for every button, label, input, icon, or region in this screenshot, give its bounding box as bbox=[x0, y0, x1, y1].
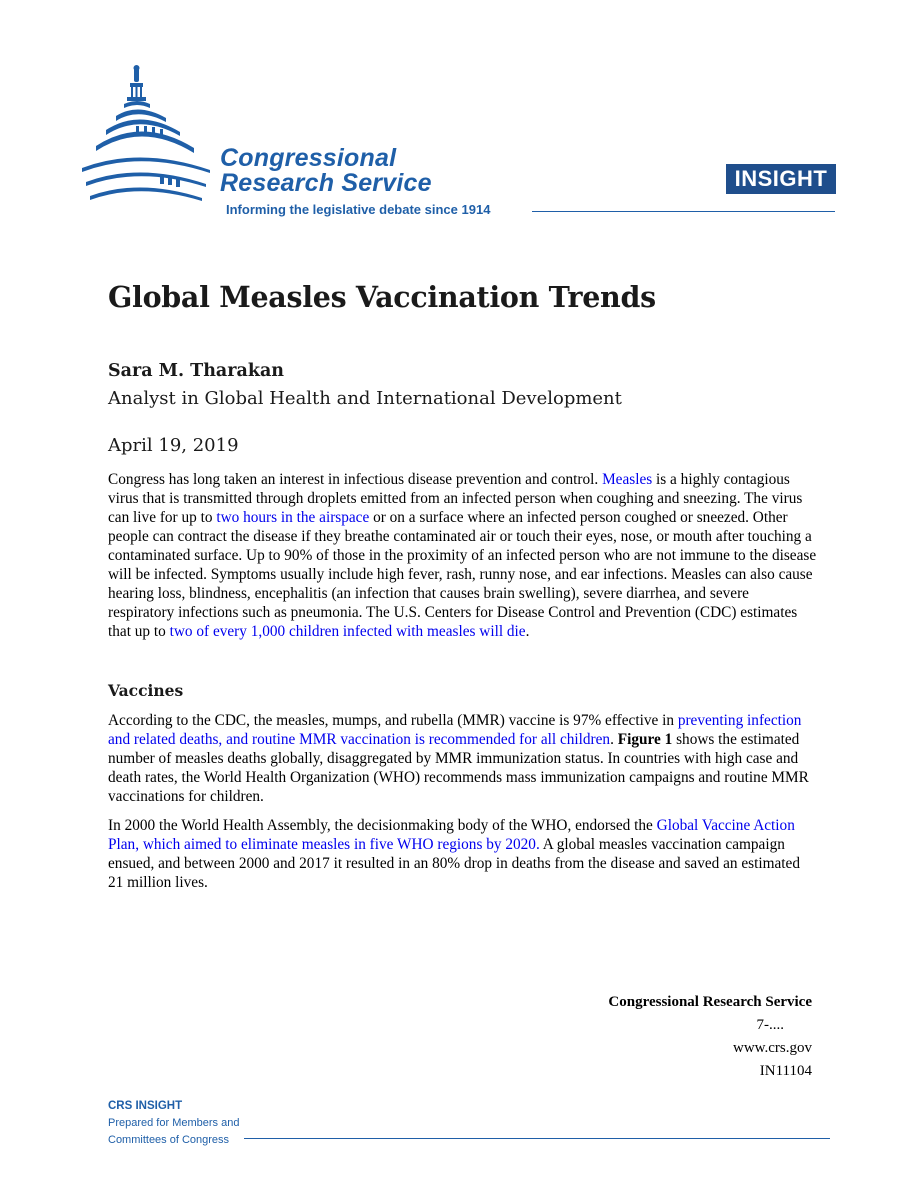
org-name bbox=[220, 146, 432, 196]
footer-org: Congressional Research Service bbox=[608, 994, 812, 1010]
figure-reference: Figure 1 bbox=[617, 731, 673, 748]
org-name-line2: Research Service bbox=[220, 169, 432, 197]
tagline-rule bbox=[532, 211, 835, 212]
report-date: April 19, 2019 bbox=[108, 435, 239, 456]
insight-badge: INSIGHT bbox=[726, 164, 836, 194]
measles-link[interactable]: Measles bbox=[602, 471, 653, 488]
capitol-dome-icon bbox=[80, 64, 220, 216]
section-heading-vaccines: Vaccines bbox=[108, 681, 184, 700]
footer-url: www.crs.gov bbox=[732, 1040, 812, 1056]
author-role: Analyst in Global Health and International Development bbox=[108, 388, 622, 409]
vaccines-p1-text-3: shows the estimated number of measles deaths globally, disaggregated by MMR immunization status. In countries with high case and death rates, the World Health Organization (WHO) recommends mass immunization campaigns and routine MMR vaccinations for children. bbox=[108, 731, 809, 805]
org-name-line1: Congressional bbox=[220, 144, 397, 172]
org-tagline: Informing the legislative debate since 1914 bbox=[226, 202, 491, 217]
page-title: Global Measles Vaccination Trends bbox=[108, 280, 656, 314]
global-vaccine-plan-link[interactable]: Global Vaccine Action Plan, which aimed to eliminate measles in five WHO regions by 2020. bbox=[108, 817, 795, 853]
vaccines-p2-text-2: A global measles vaccination campaign ensued, and between 2000 and 2017 it resulted in an 80% drop in deaths from the disease and saved an estimated 21 million lives. bbox=[108, 836, 800, 891]
vaccines-p1-text-2: . bbox=[610, 731, 618, 748]
vaccines-p1-text-1: According to the CDC, the measles, mumps, and rubella (MMR) vaccine is 97% effective in bbox=[108, 712, 678, 729]
author-name: Sara M. Tharakan bbox=[108, 361, 285, 381]
vaccines-paragraph-1 bbox=[108, 711, 818, 806]
footer-report-id: IN11104 bbox=[759, 1063, 812, 1079]
intro-text-2: is a highly contagious virus that is transmitted through droplets emitted from an infected person when coughing and sneezing. The virus can live for up to bbox=[108, 471, 803, 526]
mmr-recommendation-link[interactable]: preventing infection and related deaths, and routine MMR vaccination is recommended for all children bbox=[108, 712, 802, 748]
intro-paragraph bbox=[108, 470, 818, 641]
intro-text-1: Congress has long taken an interest in infectious disease prevention and control. bbox=[108, 471, 603, 488]
bottom-line-1: Prepared for Members and bbox=[108, 1117, 240, 1129]
bottom-title: CRS INSIGHT bbox=[108, 1100, 183, 1112]
intro-text-4: . bbox=[525, 623, 530, 640]
report-footer bbox=[608, 991, 812, 1083]
vaccines-p2-text-1: In 2000 the World Health Assembly, the decisionmaking body of the WHO, endorsed the bbox=[108, 817, 657, 834]
bottom-line-2: Committees of Congress bbox=[108, 1134, 230, 1146]
footer-code: 7-.... bbox=[756, 1017, 784, 1033]
airspace-link[interactable]: two hours in the airspace bbox=[216, 509, 370, 526]
cdc-mortality-link[interactable]: two of every 1,000 children infected with measles will die bbox=[169, 623, 526, 640]
bottom-rule bbox=[244, 1138, 830, 1139]
crs-insight-footer bbox=[108, 1098, 239, 1149]
vaccines-paragraph-2 bbox=[108, 816, 818, 892]
intro-text-3: or on a surface where an infected person coughed or sneezed. Other people can contract the disease if they breathe contaminated air or touch their eyes, nose, or mouth after touching a contaminated surface. Up to 90% of those in the proximity of an infected person who are not immune to the disease will be infected. Symptoms usually include high fever, rash, runny nose, and ear infections. Measles can also cause hearing loss, blindness, encephalitis (an infection that causes brain swelling), severe diarrhea, and severe respiratory infections such as pneumonia. The U.S. Centers for Disease Control and Prevention (CDC) estimates that up to bbox=[108, 509, 817, 640]
crs-logo bbox=[80, 64, 840, 224]
